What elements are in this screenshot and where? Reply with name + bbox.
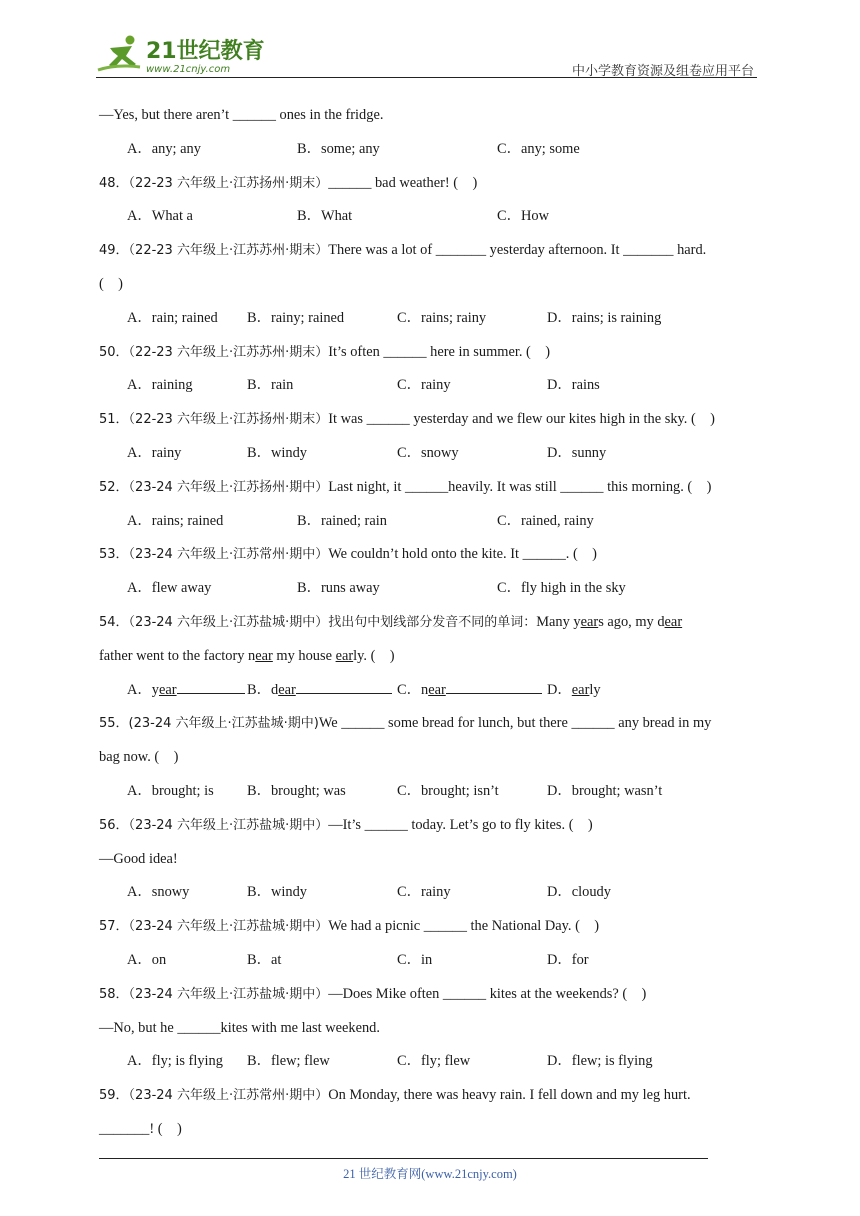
option-c[interactable]: C．rains; rainy (397, 309, 487, 326)
option-c[interactable]: C．rainy (397, 377, 451, 394)
question-list (99, 104, 764, 1152)
q53-stem: 53．（23-24 六年级上·江苏常州·期中）We couldn’t hold onto the kite. It ______. ( ) (99, 546, 597, 563)
q55-stem-cont: bag now. ( ) (99, 749, 179, 766)
option-c[interactable]: C．brought; isn’t (397, 782, 499, 799)
q47-options (99, 138, 764, 172)
q50-options (99, 374, 764, 408)
option-d[interactable]: D．for (547, 951, 589, 968)
option-a[interactable]: A．brought; is (127, 782, 214, 799)
q57-options (99, 949, 764, 983)
q54-stem: 54．（23-24 六年级上·江苏盐城·期中）找出句中划线部分发音不同的单词：Many years ago, my dear (99, 613, 683, 630)
option-d[interactable]: D．flew; is flying (547, 1053, 653, 1070)
option-b[interactable]: B．dear (247, 679, 392, 701)
q57-stem: 57．（23-24 六年级上·江苏盐城·期中）We had a picnic ______ the National Day. ( ) (99, 918, 600, 935)
option-b[interactable]: B．at (247, 951, 282, 968)
q55-options (99, 780, 764, 814)
option-a[interactable]: A．rains; rained (127, 512, 224, 529)
option-a[interactable]: A．snowy (127, 884, 190, 901)
option-a[interactable]: A．What a (127, 208, 193, 225)
option-b[interactable]: B．windy (247, 444, 307, 461)
option-d[interactable]: D．cloudy (547, 884, 611, 901)
svg-text:www.21cnjy.com: www.21cnjy.com (146, 64, 231, 75)
option-b[interactable]: B．windy (247, 884, 307, 901)
q59-stem: 59．（23-24 六年级上·江苏常州·期中）On Monday, there was heavy rain. I fell down and my leg hurt. (99, 1087, 691, 1104)
option-b[interactable]: B．flew; flew (247, 1053, 330, 1070)
option-b[interactable]: B．brought; was (247, 782, 346, 799)
option-d[interactable]: D．early (547, 681, 601, 698)
option-a[interactable]: A．raining (127, 377, 193, 394)
option-c[interactable]: C．near (397, 679, 542, 701)
option-c[interactable]: C．rainy (397, 884, 451, 901)
option-c[interactable]: C．in (397, 951, 433, 968)
option-d[interactable]: D．brought; wasn’t (547, 782, 663, 799)
svg-text:21世纪教育: 21世纪教育 (146, 39, 265, 64)
option-b[interactable]: B．What (297, 208, 353, 225)
q54-options (99, 679, 764, 713)
option-b[interactable]: B．rain (247, 377, 294, 394)
footer-link[interactable]: 21 世纪教育网(www.21cnjy.com) (343, 1167, 517, 1181)
option-c[interactable]: C．How (497, 208, 549, 225)
option-a[interactable]: A．year (127, 679, 245, 701)
q54-stem-cont: father went to the factory near my house early. ( ) (99, 647, 395, 664)
option-a[interactable]: A．any; any (127, 140, 201, 157)
option-a[interactable]: A．rain; rained (127, 309, 218, 326)
q55-stem: 55．(23-24 六年级上·江苏盐城·期中)We ______ some bread for lunch, but there ______ any bread in my (99, 715, 712, 732)
option-d[interactable]: D．rains (547, 377, 600, 394)
logo (96, 34, 266, 78)
option-c[interactable]: C．any; some (497, 140, 580, 157)
option-c[interactable]: C．snowy (397, 444, 459, 461)
option-b[interactable]: B．rainy; rained (247, 309, 345, 326)
q47-stem-tail: —Yes, but there aren’t ______ ones in the fridge. (99, 107, 384, 123)
header-divider (96, 77, 757, 78)
footer-divider (99, 1158, 708, 1159)
option-d[interactable]: D．sunny (547, 444, 607, 461)
q49-options (99, 307, 764, 341)
q59-stem-cont: _______! ( ) (99, 1120, 182, 1137)
platform-name: 中小学教育资源及组卷应用平台 (572, 64, 755, 79)
option-b[interactable]: B．rained; rain (297, 512, 387, 529)
option-a[interactable]: A．flew away (127, 580, 212, 597)
q49-stem: 49．（22-23 六年级上·江苏苏州·期末）There was a lot of _______ yesterday afternoon. It _______ hard. (99, 242, 707, 259)
option-a[interactable]: A．on (127, 951, 167, 968)
option-c[interactable]: C．fly; flew (397, 1053, 471, 1070)
page-header (0, 0, 860, 80)
option-a[interactable]: A．rainy (127, 444, 182, 461)
q51-stem: 51．（22-23 六年级上·江苏扬州·期末）It was ______ yesterday and we flew our kites high in the sky. ( ) (99, 411, 715, 428)
q58-options (99, 1050, 764, 1084)
option-b[interactable]: B．some; any (297, 140, 380, 157)
q53-options (99, 577, 764, 611)
option-c[interactable]: C．rained, rainy (497, 512, 594, 529)
q48-stem: 48．（22-23 六年级上·江苏扬州·期末）______ bad weather! ( ) (99, 174, 478, 191)
q56-stem: 56．（23-24 六年级上·江苏盐城·期中）—It’s ______ today. Let’s go to fly kites. ( ) (99, 816, 593, 833)
q56-stem-cont: —Good idea! (99, 850, 178, 867)
option-d[interactable]: D．rains; is raining (547, 309, 662, 326)
q52-options (99, 510, 764, 544)
q56-options (99, 881, 764, 915)
q52-stem: 52．（23-24 六年级上·江苏扬州·期中）Last night, it ______heavily. It was still ______ this morning. ( ) (99, 478, 712, 495)
q58-stem-cont: —No, but he ______kites with me last weekend. (99, 1019, 380, 1036)
q51-options (99, 442, 764, 476)
q49-stem-cont: ( ) (99, 275, 123, 292)
option-c[interactable]: C．fly high in the sky (497, 580, 626, 597)
option-b[interactable]: B．runs away (297, 580, 380, 597)
q48-options (99, 205, 764, 239)
q58-stem: 58．（23-24 六年级上·江苏盐城·期中）—Does Mike often ______ kites at the weekends? ( ) (99, 985, 647, 1002)
option-a[interactable]: A．fly; is flying (127, 1053, 223, 1070)
q50-stem: 50．（22-23 六年级上·江苏苏州·期末）It’s often ______ here in summer. ( ) (99, 343, 551, 360)
runner-icon (98, 36, 140, 71)
